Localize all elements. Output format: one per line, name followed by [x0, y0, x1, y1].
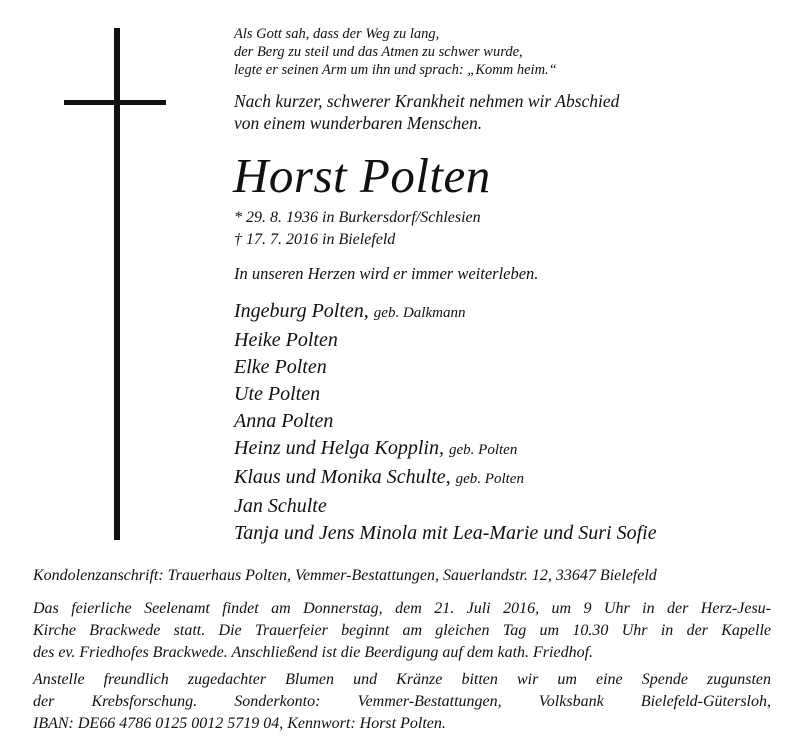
mourner: [234, 298, 657, 327]
donation-line: Anstelle freundlich zugedachter Blumen und Kränze bitten wir um eine Spende zugunsten: [33, 671, 771, 688]
service-line: des ev. Friedhofes Brackwede. Anschließend ist die Beerdigung auf dem kath. Friedhof.: [33, 644, 594, 661]
poem-line: der Berg zu steil und das Atmen zu schwer wurde,: [234, 44, 523, 60]
donation-line: der Krebsforschung. Sonderkonto: Vemmer-Bestattungen, Volksbank Bielefeld-Gütersloh,: [33, 693, 771, 710]
memory-line: In unseren Herzen wird er immer weiterleben.: [234, 264, 539, 283]
condolence-address: Kondolenzanschrift: Trauerhaus Polten, Vemmer-Bestattungen, Sauerlandstr. 12, 33647 Bielefeld: [33, 567, 657, 584]
mourner-name: Ute Polten: [234, 383, 321, 405]
mourner: [234, 354, 657, 381]
mourner-name: Ingeburg Polten,: [234, 300, 369, 322]
birth-date: * 29. 8. 1936 in Burkersdorf/Schlesien: [234, 209, 481, 226]
mourner-name: Anna Polten: [234, 410, 334, 432]
mourner: [234, 464, 657, 493]
intro-text: [234, 90, 619, 134]
mourner-note: geb. Dalkmann: [373, 305, 466, 321]
death-date: † 17. 7. 2016 in Bielefeld: [234, 231, 396, 248]
mourner: [234, 327, 657, 354]
donation-line: IBAN: DE66 4786 0125 0012 5719 04, Kennwort: Horst Polten.: [33, 715, 446, 732]
mourners-list: [234, 298, 657, 547]
service-line: Das feierliche Seelenamt findet am Donnerstag, dem 21. Juli 2016, um 9 Uhr in der Herz-Jesu-: [33, 600, 771, 617]
poem-line: Als Gott sah, dass der Weg zu lang,: [234, 26, 440, 42]
service-line: Kirche Brackwede statt. Die Trauerfeier beginnt am gleichen Tag um 10.30 Uhr in der Kapelle: [33, 622, 771, 639]
mourner-name: Heike Polten: [234, 329, 338, 351]
poem: [234, 25, 557, 79]
mourner-note: geb. Polten: [449, 442, 518, 458]
cross-horizontal-bar: [64, 100, 166, 105]
intro-line: Nach kurzer, schwerer Krankheit nehmen wir Abschied: [234, 91, 620, 111]
mourner: [234, 520, 657, 547]
mourner: [234, 435, 657, 464]
mourner-note: geb. Polten: [455, 471, 524, 487]
mourner: [234, 408, 657, 435]
deceased-name: Horst Polten: [233, 148, 491, 203]
poem-line: legte er seinen Arm um ihn und sprach: „Komm heim.“: [234, 62, 557, 78]
mourner-name: Klaus und Monika Schulte,: [234, 466, 451, 488]
life-dates: [234, 207, 481, 251]
mourner: [234, 493, 657, 520]
mourner-name: Elke Polten: [234, 356, 327, 378]
mourner-name: Heinz und Helga Kopplin,: [234, 437, 444, 459]
intro-line: von einem wunderbaren Menschen.: [234, 113, 483, 133]
donation-info: [33, 669, 771, 735]
mourner-name: Tanja und Jens Minola mit Lea-Marie und Suri Sofie: [234, 522, 657, 544]
mourner-name: Jan Schulte: [234, 495, 327, 517]
service-info: [33, 598, 771, 664]
mourner: [234, 381, 657, 408]
